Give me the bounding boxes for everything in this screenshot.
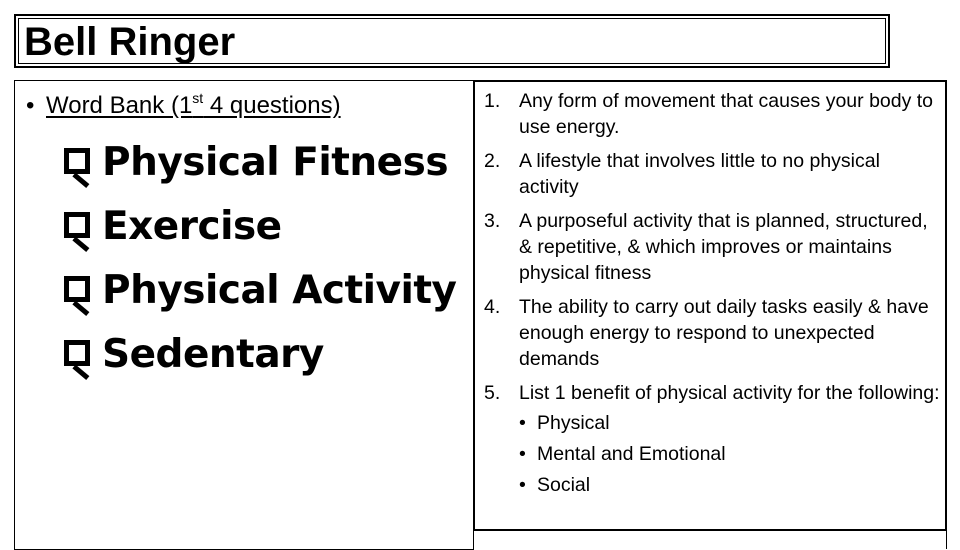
title-box: [14, 14, 890, 68]
word-bank-heading-prefix: Word Bank (1: [46, 92, 193, 119]
word-bank-term: Exercise: [102, 203, 282, 249]
question-number: 2.: [484, 150, 501, 172]
word-bank-item: [62, 258, 474, 322]
word-bank-term: Physical Activity: [102, 267, 457, 313]
question-number: 5.: [484, 382, 501, 404]
word-bank-heading-superscript: st: [192, 90, 204, 106]
question-item-2: [484, 148, 940, 200]
question-text: The ability to carry out daily tasks easily & have enough energy to respond to unexpected demands: [519, 296, 929, 370]
question-number: 1.: [484, 90, 501, 112]
word-bank-list: [62, 130, 474, 386]
question-item-3: [484, 208, 940, 286]
checkbox-bullet-icon: [62, 334, 96, 374]
question-text: List 1 benefit of physical activity for the following:: [519, 382, 940, 404]
word-bank-item: [62, 322, 474, 386]
word-bank-heading-label: [46, 92, 341, 119]
question-number: 4.: [484, 296, 501, 318]
word-bank-heading-suffix: 4 questions): [203, 92, 341, 119]
checkbox-bullet-icon: [62, 206, 96, 246]
questions-list: [484, 88, 940, 509]
question-item-1: [484, 88, 940, 140]
question-text: Any form of movement that causes your body to use energy.: [519, 90, 934, 138]
checkbox-bullet-icon: [62, 142, 96, 182]
word-bank-term: Physical Fitness: [102, 139, 449, 185]
checkbox-bullet-icon: [62, 270, 96, 310]
benefit-list: [519, 408, 940, 501]
benefit-item-mental-emotional: • Mental and Emotional: [519, 439, 940, 470]
benefit-item-social: • Social: [519, 470, 940, 501]
question-number: 3.: [484, 210, 501, 232]
questions-panel-extension: [473, 529, 947, 549]
benefit-item-physical: • Physical: [519, 408, 940, 439]
word-bank-item: [62, 194, 474, 258]
question-item-5: [484, 380, 940, 501]
slide-title: Bell Ringer: [24, 20, 236, 64]
question-item-4: [484, 294, 940, 372]
question-text: A purposeful activity that is planned, structured, & repetitive, & which improves or maintains physical fitness: [519, 210, 928, 284]
word-bank-item: [62, 130, 474, 194]
bullet-dot: •: [26, 92, 35, 119]
word-bank-heading: [26, 88, 341, 124]
word-bank-term: Sedentary: [102, 331, 324, 377]
question-text: A lifestyle that involves little to no physical activity: [519, 150, 880, 198]
